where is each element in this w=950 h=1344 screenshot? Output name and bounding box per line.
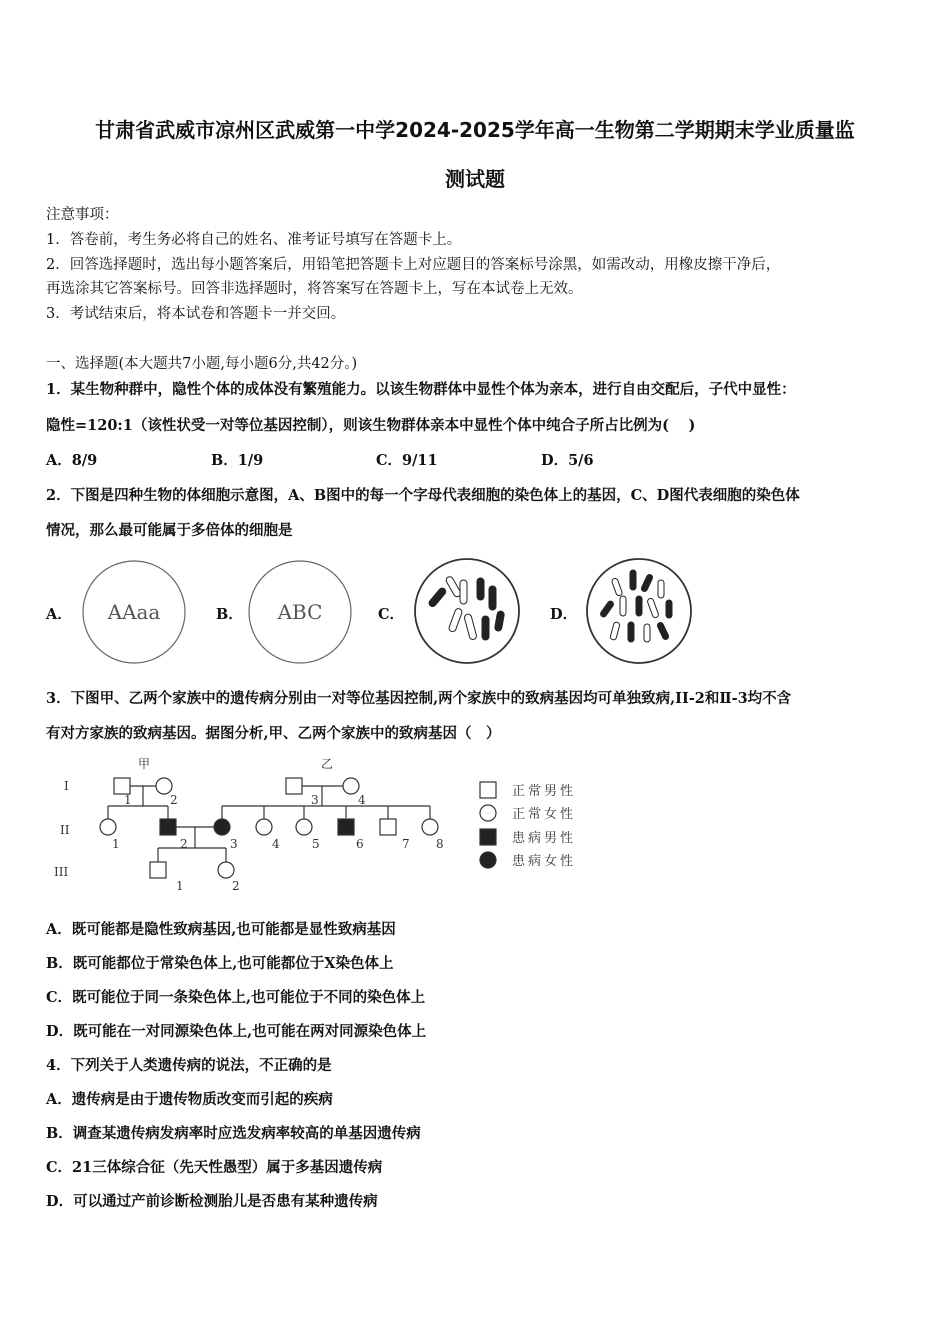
q3-stem: 有对方家族的致病基因。据图分析,甲、乙两个家族中的致病基因（ ）	[46, 725, 501, 742]
svg-text:2: 2	[232, 879, 240, 893]
q2-label-c: C．	[378, 606, 405, 623]
cell-b-diagram	[246, 558, 354, 666]
notice-item: 再选涂其它答案标号。回答非选择题时，将答案写在答题卡上，写在本试卷上无效。	[46, 281, 583, 297]
cell-a-genes: AAaa	[107, 600, 161, 624]
q1-option-d: D．5/6	[541, 452, 594, 469]
svg-text:1: 1	[176, 879, 184, 893]
q3-option-d: D．既可能在一对同源染色体上,也可能在两对同源染色体上	[46, 1023, 427, 1040]
q4-option-a: A．遗传病是由于遗传物质改变而引起的疾病	[46, 1091, 333, 1108]
q2-stem: 2．下图是四种生物的体细胞示意图，A、B图中的每一个字母代表细胞的染色体上的基因，C、D图代表细胞的染色体	[46, 487, 800, 504]
family-label-b: 乙	[321, 757, 334, 771]
legend-normal-male: 正常男性	[512, 784, 577, 799]
svg-text:8: 8	[436, 837, 444, 851]
svg-text:3: 3	[230, 837, 238, 851]
svg-text:1: 1	[112, 837, 120, 851]
legend-normal-female: 正常女性	[512, 807, 577, 822]
svg-text:2: 2	[180, 837, 188, 851]
q4-option-d: D．可以通过产前诊断检测胎儿是否患有某种遗传病	[46, 1193, 378, 1210]
q3-option-b: B．既可能都位于常染色体上,也可能都位于X染色体上	[46, 955, 394, 972]
q1-stem: 1．某生物种群中，隐性个体的成体没有繁殖能力。以该生物群体中显性个体为亲本，进行自由交配后，子代中显性：	[46, 381, 796, 398]
notice-heading: 注意事项：	[46, 207, 119, 223]
legend-affected-female: 患病女性	[512, 854, 577, 869]
svg-text:2: 2	[170, 793, 178, 807]
section-heading: 一、选择题(本大题共7小题,每小题6分,共42分。)	[46, 356, 358, 372]
q4-option-c: C．21三体综合征（先天性愚型）属于多基因遗传病	[46, 1159, 383, 1176]
svg-text:6: 6	[356, 837, 364, 851]
notice-item: 1．答卷前，考生务必将自己的姓名、准考证号填写在答题卡上。	[46, 232, 462, 248]
notice-item: 3．考试结束后，将本试卷和答题卡一并交回。	[46, 306, 346, 322]
pedigree-diagram	[46, 756, 626, 896]
svg-text:1: 1	[124, 793, 132, 807]
q1-option-a: A．8/9	[46, 452, 98, 469]
q2-label-b: B．	[216, 606, 243, 623]
cell-b-genes: ABC	[277, 600, 323, 624]
svg-text:7: 7	[402, 837, 410, 851]
q2-stem: 情况，那么最可能属于多倍体的细胞是	[46, 522, 293, 539]
cell-d-diagram	[584, 556, 694, 666]
q3-option-c: C．既可能位于同一条染色体上,也可能位于不同的染色体上	[46, 989, 426, 1006]
svg-text:4: 4	[272, 837, 280, 851]
svg-text:5: 5	[312, 837, 320, 851]
notice-item: 2．回答选择题时，选出每小题答案后，用铅笔把答题卡上对应题目的答案标号涂黑，如需改动，用橡皮擦干净后，	[46, 257, 781, 273]
svg-text:3: 3	[311, 793, 319, 807]
svg-text:4: 4	[358, 793, 366, 807]
family-label-a: 甲	[138, 757, 151, 771]
q1-stem: 隐性=120:1（该性状受一对等位基因控制），则该生物群体亲本中显性个体中纯合子所占比例为( )	[46, 417, 696, 434]
page-title-line2: 测试题	[445, 167, 505, 191]
q3-stem: 3．下图甲、乙两个家族中的遗传病分别由一对等位基因控制,两个家族中的致病基因均可单独致病,II-2和Ⅱ-3均不含	[46, 690, 792, 707]
cell-c-diagram	[412, 556, 522, 666]
q4-option-b: B．调查某遗传病发病率时应选发病率较高的单基因遗传病	[46, 1125, 421, 1142]
q4-stem: 4．下列关于人类遗传病的说法，不正确的是	[46, 1057, 332, 1074]
q3-option-a: A．既可能都是隐性致病基因,也可能都是显性致病基因	[46, 921, 396, 938]
cell-a-diagram	[80, 558, 188, 666]
gen-label: I	[64, 779, 69, 793]
q1-option-b: B．1/9	[211, 452, 264, 469]
q2-label-a: A．	[46, 606, 72, 623]
legend-affected-male: 患病男性	[512, 831, 577, 846]
page-title-line1: 甘肃省武威市凉州区武威第一中学2024-2025学年高一生物第二学期期末学业质量监	[95, 118, 855, 142]
q2-label-d: D．	[550, 606, 578, 623]
gen-label: III	[54, 865, 69, 879]
q1-option-c: C．9/11	[376, 452, 438, 469]
gen-label: II	[60, 823, 70, 837]
